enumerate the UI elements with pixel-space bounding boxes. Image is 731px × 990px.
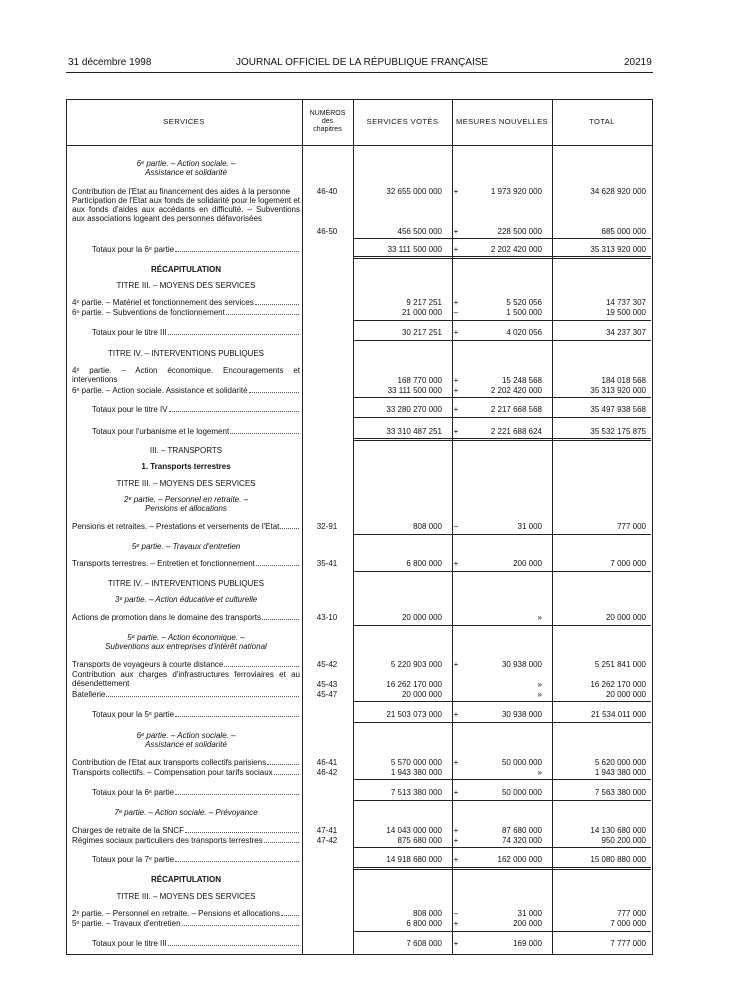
row-votes: 808 000 bbox=[413, 522, 442, 531]
row-label-wrap bbox=[72, 559, 300, 568]
row-total: 20 000 000 bbox=[605, 613, 646, 622]
section-heading: III. – TRANSPORTS bbox=[149, 446, 223, 455]
row-total: 685 000 000 bbox=[601, 227, 646, 236]
row-label: Charges de retraite de la SNCF bbox=[72, 826, 185, 835]
section-heading: 2ᵉ partie. – Personnel en retraite. – bbox=[123, 495, 249, 504]
row-mesures: 169 000 bbox=[513, 939, 542, 948]
row-sign: + bbox=[453, 245, 459, 254]
total-rule bbox=[354, 867, 651, 868]
total-row bbox=[92, 939, 300, 948]
total-label: Totaux pour la 5ᵉ partie bbox=[92, 710, 175, 719]
row-mesures: 162 000 000 bbox=[497, 855, 542, 864]
section-heading: Assistance et solidarité bbox=[145, 168, 227, 177]
row-total: 21 534 011 000 bbox=[590, 710, 646, 719]
row-total: 19 500 000 bbox=[605, 308, 646, 317]
row-total: 7 000 000 bbox=[610, 559, 646, 568]
col-header-votes: SERVICES VOTÉS bbox=[366, 117, 439, 126]
total-row bbox=[92, 245, 300, 254]
row-label-wrap bbox=[72, 613, 300, 622]
row-label: 4ᵉ partie. – Action économique. Encouragements et interventions bbox=[72, 366, 300, 384]
row-label: 6ᵉ partie. – Subventions de fonctionnement bbox=[72, 308, 225, 317]
row-mesures: 1 500 000 bbox=[506, 308, 542, 317]
row-votes: 21 503 073 000 bbox=[386, 710, 442, 719]
row-votes: 6 800 000 bbox=[406, 559, 442, 568]
row-mesures: 50 000 000 bbox=[501, 788, 542, 797]
row-total: 34 237 307 bbox=[605, 328, 646, 337]
row-chapter: 46-50 bbox=[316, 227, 338, 236]
row-chapter: 46-42 bbox=[316, 768, 338, 777]
row-label: Pensions et retraites. – Prestations et versements de l'Etat bbox=[72, 522, 280, 531]
total-label: Totaux pour le titre III bbox=[92, 939, 167, 948]
row-label: Participation de l'Etat aux fonds de solidarité pour le logement et aux fonds d'aides aux accédants en difficulté. – Subventions aux associations logeant des personnes défavorisées bbox=[72, 196, 300, 223]
row-mesures: 1 973 920 000 bbox=[490, 187, 542, 196]
row-sign: + bbox=[453, 187, 459, 196]
section-heading: 6ᵉ partie. – Action sociale. – bbox=[136, 159, 236, 168]
row-label: Batellerie bbox=[72, 690, 106, 699]
total-rule bbox=[354, 417, 651, 418]
row-votes: 21 000 000 bbox=[401, 308, 442, 317]
row-sign: + bbox=[453, 328, 459, 337]
subtotal-rule bbox=[354, 701, 651, 702]
header-rule bbox=[66, 72, 653, 73]
row-votes: 875 680 000 bbox=[397, 836, 442, 845]
row-sign: + bbox=[453, 386, 459, 395]
row-mesures: 2 221 688 624 bbox=[490, 427, 542, 436]
row-votes: 5 570 000 000 bbox=[390, 758, 442, 767]
total-row bbox=[92, 405, 300, 414]
row-sign: + bbox=[453, 758, 459, 767]
row-label-wrap bbox=[72, 919, 300, 928]
total-row bbox=[92, 855, 300, 864]
row-total: 35 497 938 568 bbox=[590, 405, 646, 414]
row-label: Transports de voyageurs à courte distance bbox=[72, 660, 224, 669]
row-chapter: 45-47 bbox=[316, 690, 338, 699]
row-total: 950 200 000 bbox=[601, 836, 646, 845]
row-votes: 33 280 270 000 bbox=[386, 405, 442, 414]
row-label-wrap bbox=[72, 660, 300, 669]
row-votes: 9 217 251 bbox=[406, 298, 442, 307]
total-row bbox=[92, 328, 300, 337]
row-label-wrap bbox=[72, 826, 300, 835]
section-heading: Assistance et solidarité bbox=[145, 740, 227, 749]
row-total: 184 018 568 bbox=[601, 376, 646, 385]
row-label: 4ᵉ partie. – Matériel et fonctionnement des services bbox=[72, 298, 254, 307]
row-chapter: 43-10 bbox=[316, 613, 338, 622]
row-mesures: 228 500 000 bbox=[497, 227, 542, 236]
row-sign: + bbox=[453, 559, 459, 568]
row-mesures: » bbox=[537, 690, 542, 699]
row-mesures: 74 320 000 bbox=[501, 836, 542, 845]
row-total: 5 620 000 000 bbox=[594, 758, 646, 767]
row-sign: + bbox=[453, 405, 459, 414]
subtotal-rule bbox=[354, 397, 651, 398]
subtotal-rule bbox=[354, 779, 651, 780]
row-mesures: 200 000 bbox=[513, 919, 542, 928]
row-chapter: 45-42 bbox=[316, 660, 338, 669]
title-heading: TITRE III. – MOYENS DES SERVICES bbox=[116, 479, 256, 488]
row-votes: 33 310 487 251 bbox=[386, 427, 442, 436]
row-label-wrap bbox=[72, 298, 300, 307]
row-sign: – bbox=[453, 909, 459, 918]
row-sign: + bbox=[453, 427, 459, 436]
total-label: Totaux pour la 6ᵉ partie bbox=[92, 245, 175, 254]
total-label: Totaux pour l'urbanisme et le logement bbox=[92, 427, 230, 436]
total-rule bbox=[354, 722, 651, 723]
row-label: Régimes sociaux particuliers des transports terrestres bbox=[72, 836, 263, 845]
title-heading: TITRE IV. – INTERVENTIONS PUBLIQUES bbox=[107, 349, 265, 358]
row-label: Actions de promotion dans le domaine des transports bbox=[72, 613, 261, 622]
row-mesures: 87 680 000 bbox=[501, 826, 542, 835]
row-mesures: 30 938 000 bbox=[501, 710, 542, 719]
col-header-chapitres-line2: des bbox=[321, 118, 334, 125]
row-label-wrap bbox=[72, 768, 300, 777]
col-header-mesures: MESURES NOUVELLES bbox=[455, 117, 549, 126]
recap-heading: RÉCAPITULATION bbox=[150, 265, 222, 274]
row-total: 35 313 920 000 bbox=[590, 386, 646, 395]
row-sign: + bbox=[453, 826, 459, 835]
row-label-wrap bbox=[72, 386, 300, 395]
row-label: 5ᵉ partie. – Travaux d'entretien bbox=[72, 919, 181, 928]
row-votes: 20 000 000 bbox=[401, 690, 442, 699]
row-mesures: » bbox=[537, 680, 542, 689]
row-total: 7 563 380 000 bbox=[594, 788, 646, 797]
row-votes: 33 111 500 000 bbox=[387, 386, 442, 395]
subtotal-rule bbox=[354, 320, 651, 321]
row-sign: + bbox=[453, 836, 459, 845]
row-total: 777 000 bbox=[617, 522, 646, 531]
row-sign: – bbox=[453, 308, 459, 317]
section-heading: 1. Transports terrestres bbox=[141, 462, 231, 471]
row-mesures: 2 202 420 000 bbox=[490, 245, 542, 254]
row-label-wrap bbox=[72, 909, 300, 918]
row-label: Transports terrestres. – Entretien et fonctionnement bbox=[72, 559, 255, 568]
budget-table bbox=[66, 99, 653, 955]
row-sign: + bbox=[453, 660, 459, 669]
row-sign: + bbox=[453, 919, 459, 928]
row-label-wrap bbox=[72, 690, 300, 699]
total-label: Totaux pour le titre III bbox=[92, 328, 167, 337]
section-heading: 3ᵉ partie. – Action éducative et culturelle bbox=[114, 595, 258, 604]
row-chapter: 32-91 bbox=[316, 522, 338, 531]
row-votes: 168 770 000 bbox=[397, 376, 442, 385]
row-mesures: 200 000 bbox=[513, 559, 542, 568]
col-header-chapitres bbox=[302, 99, 353, 145]
row-votes: 7 513 380 000 bbox=[390, 788, 442, 797]
row-mesures: 31 000 bbox=[517, 522, 542, 531]
total-rule bbox=[354, 256, 651, 257]
col-header-total: TOTAL bbox=[589, 117, 615, 126]
row-mesures: » bbox=[537, 613, 542, 622]
row-label: Contribution de l'Etat aux transports collectifs parisiens bbox=[72, 758, 267, 767]
row-mesures: 50 000 000 bbox=[501, 758, 542, 767]
journal-title: JOURNAL OFFICIEL DE LA RÉPUBLIQUE FRANÇAISE bbox=[236, 57, 489, 68]
row-total: 5 251 841 000 bbox=[594, 660, 646, 669]
row-total: 14 737 307 bbox=[605, 298, 646, 307]
row-total: 35 532 175 875 bbox=[590, 427, 646, 436]
row-sign: – bbox=[453, 522, 459, 531]
total-label: Totaux pour la 6ᵉ partie bbox=[92, 788, 175, 797]
total-rule bbox=[354, 438, 651, 439]
row-label-wrap bbox=[72, 836, 300, 845]
col-header-chapitres-line3: chapitres bbox=[313, 126, 342, 133]
row-total: 7 777 000 bbox=[610, 939, 646, 948]
col-header-chapitres-line1: NUMÉROS bbox=[309, 110, 346, 117]
row-label-wrap bbox=[72, 758, 300, 767]
row-chapter: 35-41 bbox=[316, 559, 338, 568]
total-row bbox=[92, 710, 300, 719]
row-chapter: 47-41 bbox=[316, 826, 338, 835]
row-votes: 16 262 170 000 bbox=[386, 680, 442, 689]
row-sign: + bbox=[453, 227, 459, 236]
row-label-wrap bbox=[72, 308, 300, 317]
total-rule bbox=[354, 440, 651, 441]
row-sign: + bbox=[453, 710, 459, 719]
row-label: Contribution aux charges d'infrastructures ferroviaires et au désendettement bbox=[72, 670, 300, 688]
row-sign: + bbox=[453, 376, 459, 385]
section-heading: 5ᵉ partie. – Action économique. – bbox=[127, 633, 245, 642]
row-label-wrap bbox=[72, 522, 300, 531]
row-rule bbox=[354, 571, 651, 572]
row-total: 35 313 920 000 bbox=[590, 245, 646, 254]
recap-heading: RÉCAPITULATION bbox=[150, 875, 222, 884]
total-label: Totaux pour le titre IV bbox=[92, 405, 168, 414]
title-heading: TITRE III. – MOYENS DES SERVICES bbox=[116, 281, 256, 290]
column-divider bbox=[552, 99, 553, 955]
row-mesures: 5 520 056 bbox=[506, 298, 542, 307]
row-votes: 1 943 380 000 bbox=[390, 768, 442, 777]
total-row bbox=[92, 427, 300, 436]
row-votes: 14 918 680 000 bbox=[386, 855, 442, 864]
title-heading: TITRE III. – MOYENS DES SERVICES bbox=[116, 892, 256, 901]
total-rule bbox=[354, 340, 651, 341]
row-rule bbox=[354, 625, 651, 626]
row-sign: + bbox=[453, 855, 459, 864]
subtotal-rule bbox=[354, 238, 651, 239]
section-heading: 7ᵉ partie. – Action sociale. – Prévoyance bbox=[114, 808, 258, 817]
row-label: Transports collectifs. – Compensation pour tarifs sociaux bbox=[72, 768, 273, 777]
row-label: 6ᵉ partie. – Action sociale. Assistance et solidarité bbox=[72, 386, 248, 395]
header-rule-bottom bbox=[66, 145, 653, 146]
row-mesures: 4 020 056 bbox=[506, 328, 542, 337]
row-votes: 33 111 500 000 bbox=[387, 245, 442, 254]
row-votes: 20 000 000 bbox=[401, 613, 442, 622]
row-votes: 14 043 000 000 bbox=[386, 826, 442, 835]
row-votes: 7 608 000 bbox=[406, 939, 442, 948]
page-number: 20219 bbox=[624, 57, 652, 68]
row-total: 7 000 000 bbox=[610, 919, 646, 928]
title-heading: TITRE IV. – INTERVENTIONS PUBLIQUES bbox=[107, 579, 265, 588]
section-heading: Pensions et allocations bbox=[145, 504, 227, 513]
total-rule bbox=[354, 869, 651, 870]
total-rule bbox=[354, 258, 651, 259]
row-label: Contribution de l'Etat au financement des aides à la personne bbox=[72, 187, 291, 196]
section-heading: Subventions aux entreprises d'intérêt national bbox=[105, 642, 267, 651]
row-total: 20 000 000 bbox=[605, 690, 646, 699]
row-mesures: 2 202 420 000 bbox=[490, 386, 542, 395]
total-rule bbox=[354, 800, 651, 801]
row-votes: 30 217 251 bbox=[401, 328, 442, 337]
total-label: Totaux pour la 7ᵉ partie bbox=[92, 855, 175, 864]
row-chapter: 46-40 bbox=[316, 187, 338, 196]
row-votes: 808 000 bbox=[413, 909, 442, 918]
row-mesures: 31 000 bbox=[517, 909, 542, 918]
row-rule bbox=[354, 534, 651, 535]
row-sign: + bbox=[453, 298, 459, 307]
row-chapter: 45-43 bbox=[316, 680, 338, 689]
row-mesures: 2 217 668 568 bbox=[490, 405, 542, 414]
row-total: 34 628 920 000 bbox=[590, 187, 646, 196]
row-sign: + bbox=[453, 939, 459, 948]
row-mesures: 15 248 568 bbox=[501, 376, 542, 385]
row-votes: 32 655 000 000 bbox=[386, 187, 442, 196]
section-heading: 5ᵉ partie. – Travaux d'entretien bbox=[131, 542, 241, 551]
row-votes: 5 220 903 000 bbox=[390, 660, 442, 669]
row-total: 777 000 bbox=[617, 909, 646, 918]
col-header-services: SERVICES bbox=[163, 117, 205, 126]
subtotal-rule bbox=[354, 847, 651, 848]
row-total: 16 262 170 000 bbox=[590, 680, 646, 689]
row-mesures: » bbox=[537, 768, 542, 777]
total-row bbox=[92, 788, 300, 797]
row-total: 1 943 380 000 bbox=[594, 768, 646, 777]
section-heading: 6ᵉ partie. – Action sociale. – bbox=[136, 731, 236, 740]
row-total: 14 130 680 000 bbox=[590, 826, 646, 835]
row-chapter: 47-42 bbox=[316, 836, 338, 845]
row-votes: 456 500 000 bbox=[397, 227, 442, 236]
header-date: 31 décembre 1998 bbox=[68, 57, 152, 68]
row-label: 2ᵉ partie. – Personnel en retraite. – Pensions et allocations bbox=[72, 909, 280, 918]
row-mesures: 30 938 000 bbox=[501, 660, 542, 669]
row-votes: 6 800 000 bbox=[406, 919, 442, 928]
row-chapter: 46-41 bbox=[316, 758, 338, 767]
row-total: 15 080 880 000 bbox=[590, 855, 646, 864]
row-sign: + bbox=[453, 788, 459, 797]
subtotal-rule bbox=[354, 931, 651, 932]
